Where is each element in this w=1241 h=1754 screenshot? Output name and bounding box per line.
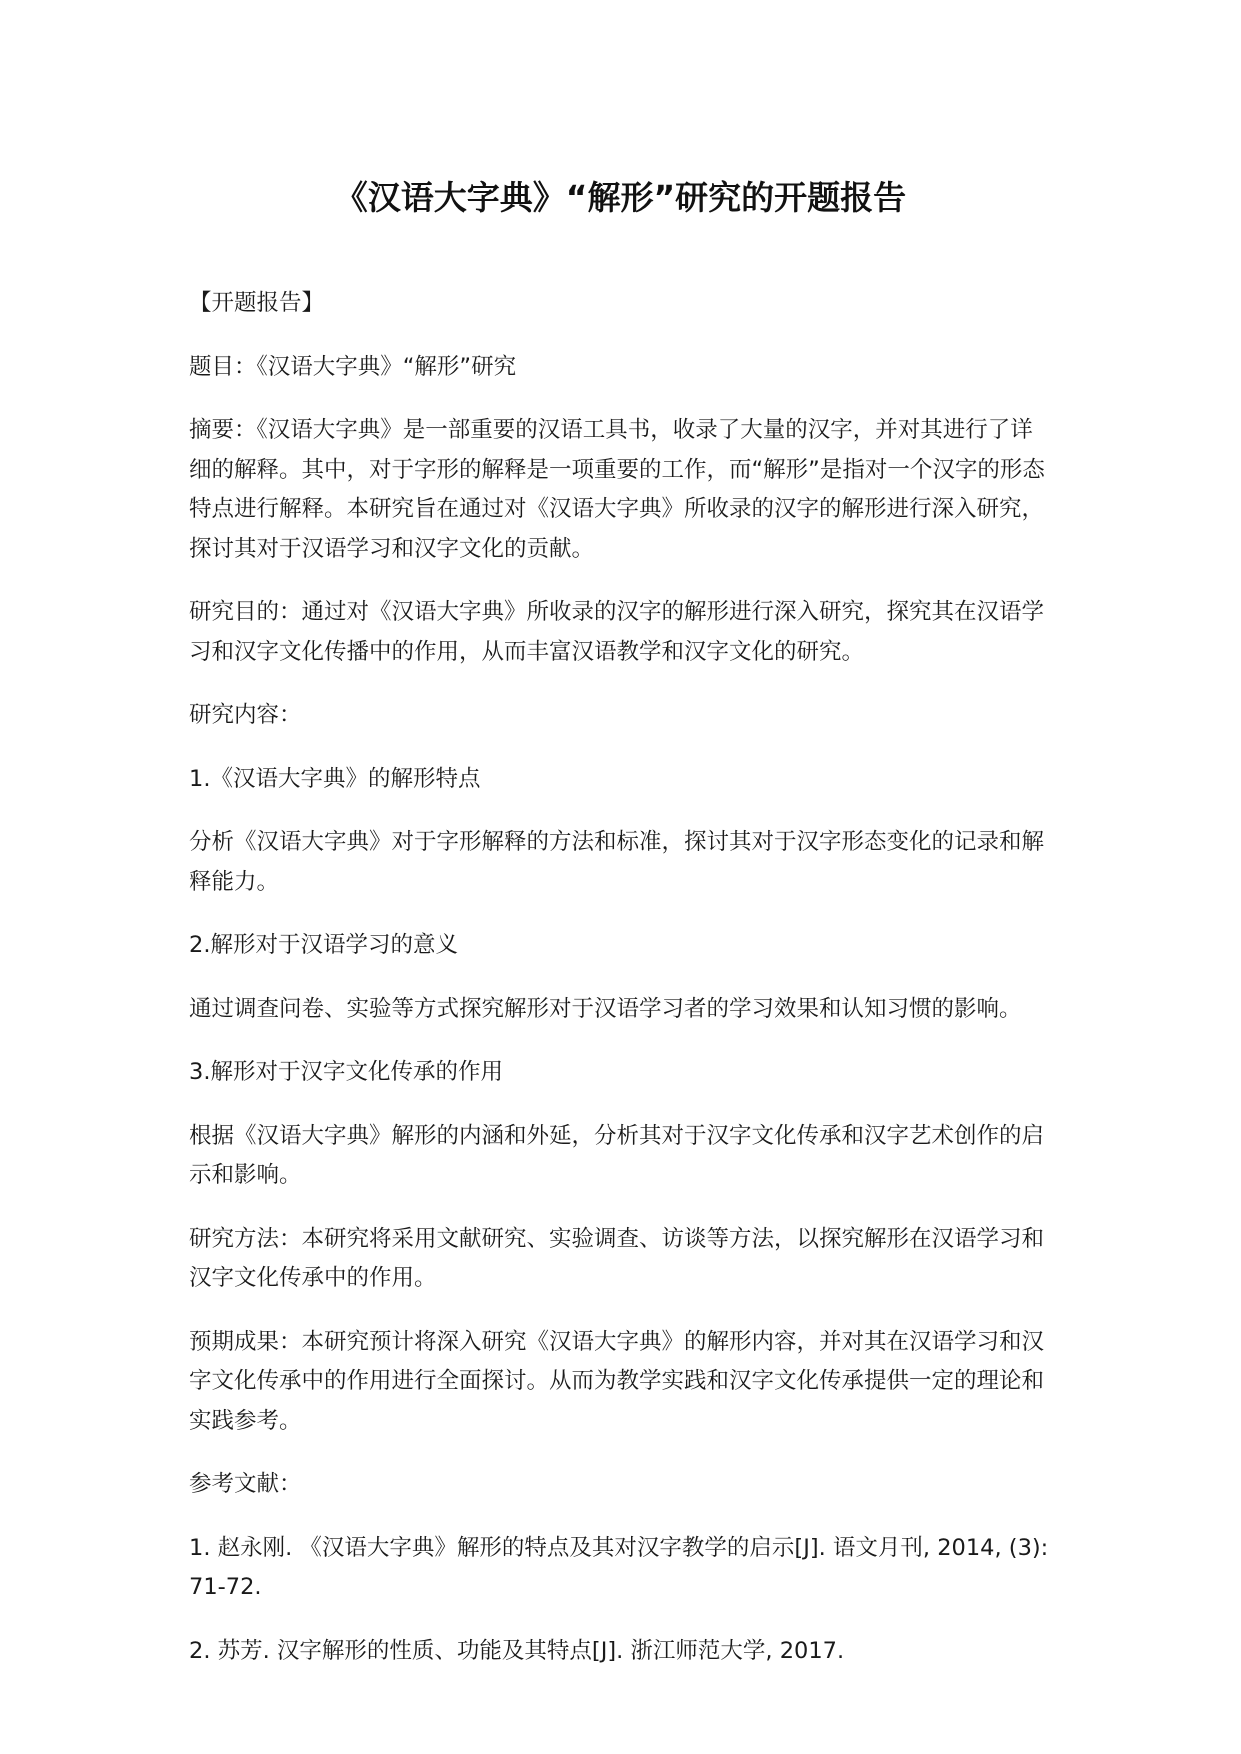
topic-line: 题目：《汉语大字典》“解形”研究 bbox=[189, 353, 517, 380]
reference-item-2: 2. 苏芳. 汉字解形的性质、功能及其特点[J]. 浙江师范大学, 2017. bbox=[189, 1637, 845, 1664]
document-body bbox=[189, 284, 1051, 1695]
content-item-3-heading: 3.解形对于汉字文化传承的作用 bbox=[189, 1059, 503, 1085]
section-label: 【开题报告】 bbox=[189, 290, 325, 316]
expected-results-paragraph: 预期成果：本研究预计将深入研究《汉语大字典》的解形内容，并对其在汉语学习和汉字文化传承中的作用进行全面探讨。从而为教学实践和汉字文化传承提供一定的理论和实践参考。 bbox=[189, 1328, 1045, 1434]
research-content-heading: 研究内容： bbox=[189, 702, 302, 728]
research-method-paragraph: 研究方法：本研究将采用文献研究、实验调查、访谈等方法，以探究解形在汉语学习和汉字文化传承中的作用。 bbox=[189, 1225, 1045, 1291]
references-heading: 参考文献： bbox=[189, 1471, 302, 1497]
research-purpose-paragraph: 研究目的：通过对《汉语大字典》所收录的汉字的解形进行深入研究，探究其在汉语学习和汉字文化传播中的作用，从而丰富汉语教学和汉字文化的研究。 bbox=[189, 599, 1045, 665]
abstract-paragraph: 摘要：《汉语大字典》是一部重要的汉语工具书，收录了大量的汉字，并对其进行了详细的解释。其中，对于字形的解释是一项重要的工作，而“解形”是指对一个汉字的形态特点进行解释。本研究旨在通过对《汉语大字典》所收录的汉字的解形进行深入研究，探讨其对于汉语学习和汉字文化的贡献。 bbox=[189, 417, 1045, 562]
content-item-2-heading: 2.解形对于汉语学习的意义 bbox=[189, 932, 458, 958]
reference-item-1: 1. 赵永刚. 《汉语大字典》解形的特点及其对汉字教学的启示[J]. 语文月刊, 2014, (3): 71-72. bbox=[189, 1534, 1049, 1600]
document-title: 《汉语大字典》“解形”研究的开题报告 bbox=[334, 178, 907, 217]
content-item-1-text: 分析《汉语大字典》对于字形解释的方法和标准，探讨其对于汉字形态变化的记录和解释能力。 bbox=[189, 829, 1045, 895]
content-item-1-heading: 1.《汉语大字典》的解形特点 bbox=[189, 765, 481, 792]
content-item-2-text: 通过调查问卷、实验等方式探究解形对于汉语学习者的学习效果和认知习惯的影响。 bbox=[189, 995, 1022, 1022]
content-item-3-text: 根据《汉语大字典》解形的内涵和外延，分析其对于汉字文化传承和汉字艺术创作的启示和影响。 bbox=[189, 1122, 1045, 1188]
